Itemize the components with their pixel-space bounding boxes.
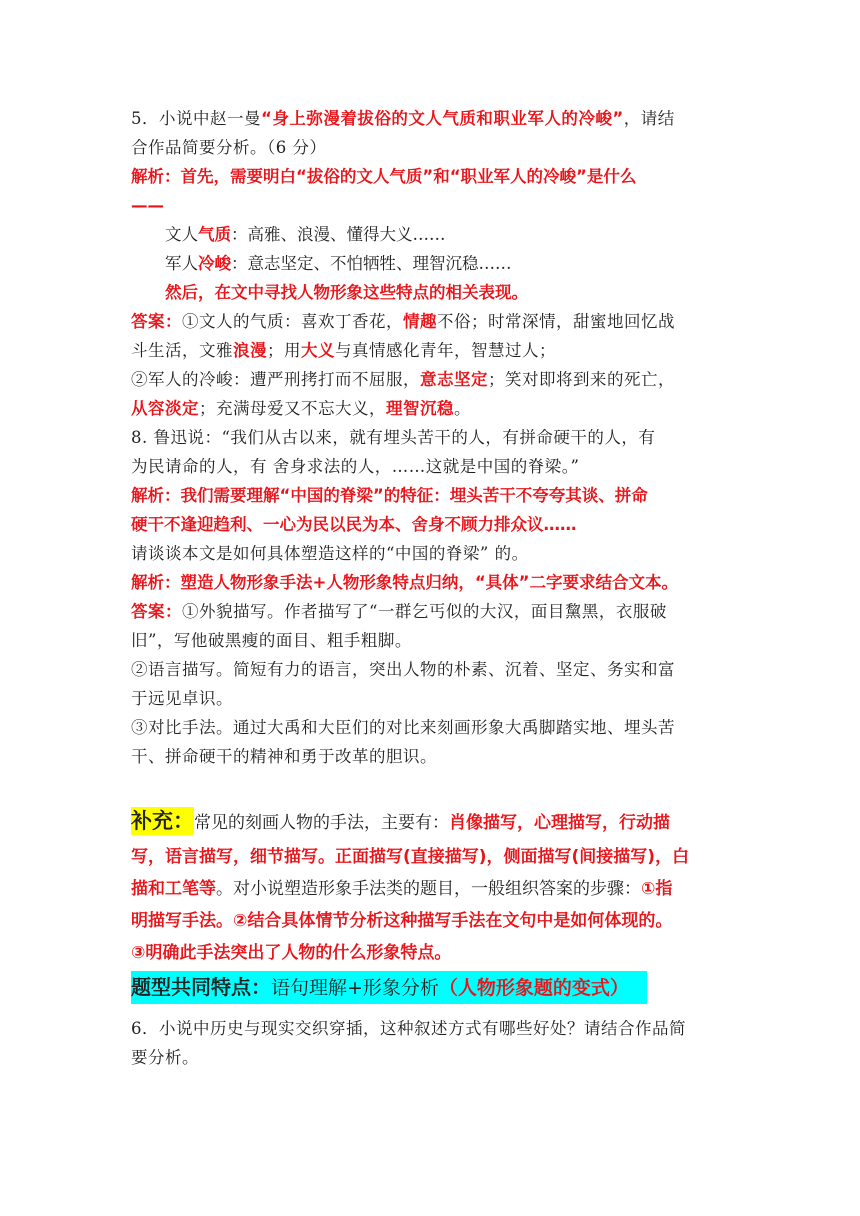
common-text: 语句理解+形象分析 — [271, 977, 439, 999]
q5-quote: “身上弥漫着拔俗的文人气质和职业军人的冷峻” — [261, 109, 624, 128]
question-5-line1 — [131, 104, 731, 133]
supplement-line2: 写，语言描写，细节描写。正面描写(直接描写)，侧面描写(间接描写)，白 — [131, 847, 690, 867]
analysis-2-line1: 解析：我们需要理解“中国的脊梁”的特征：埋头苦干不夸夸其谈、拼命 — [131, 486, 648, 505]
spacer — [131, 771, 731, 801]
answer-1-line2 — [131, 336, 731, 365]
wenren-b: 气质 — [198, 225, 231, 244]
supplement-line4: 明描写手法。②结合具体情节分析这种描写手法在文句中是如何体现的。 — [131, 911, 673, 931]
q5-suffix: ，请结 — [623, 109, 675, 128]
answer-1-l3a: ②军人的冷峻：遭严刑拷打而不屈服， — [131, 370, 420, 389]
wenren-c: ：高雅、浪漫、懂得大义…… — [231, 225, 446, 244]
answer-1-line4 — [131, 394, 731, 423]
junren-a: 军人 — [165, 254, 198, 273]
supplement-l3a: 描和工笔等 — [131, 879, 216, 899]
supplement-label: 补充： — [131, 809, 194, 833]
answer-1-l2e: 与真情感化青年，智慧过人； — [335, 341, 556, 360]
answer-2-line1 — [131, 597, 731, 626]
question-8-line2: 为民请命的人，有 舍身求法的人，……这就是中国的脊梁。” — [131, 457, 580, 476]
answer-1-line1 — [131, 307, 731, 336]
analysis-2-line2: 硬干不逢迎趋利、一心为民以民为本、舍身不顾力排众议…… — [131, 515, 577, 534]
answer-2-line5: ③对比手法。通过大禹和大臣们的对比来刻画形象大禹脚踏实地、埋头苦 — [131, 718, 675, 737]
junren-b: 冷峻 — [198, 254, 231, 273]
answer-1-l4a: 从容淡定 — [131, 399, 199, 418]
answer-1-l1b: 情趣 — [403, 312, 437, 331]
answer-1-l2c: ；用 — [267, 341, 301, 360]
question-8-line1: 8. 鲁迅说：“我们从古以来，就有埋头苦干的人，有拼命硬干的人，有 — [131, 428, 656, 447]
answer-1-l2d: 大义 — [301, 341, 335, 360]
wenren-a: 文人 — [165, 225, 198, 244]
answer-1-l4c: 理智沉稳 — [386, 399, 454, 418]
supplement-line5: ③明确此手法突出了人物的什么形象特点。 — [131, 943, 452, 963]
junren-c: ：意志坚定、不怕牺牲、理智沉稳…… — [231, 254, 512, 273]
supplement-line1 — [131, 801, 731, 841]
answer-2-line2: 旧”，写他破黑瘦的面目、粗手粗脚。 — [131, 631, 412, 650]
answer-2-line6: 干、拼命硬干的精神和勇于改革的胆识。 — [131, 747, 437, 766]
question-6-line1: 6．小说中历史与现实交织穿插，这种叙述方式有哪些好处？请结合作品简 — [131, 1019, 686, 1038]
document-body — [131, 104, 731, 1072]
answer-1-l3b: 意志坚定 — [420, 370, 488, 389]
then-line: 然后，在文中寻找人物形象这些特点的相关表现。 — [165, 283, 528, 302]
answer-2-line4: 于远见卓识。 — [131, 689, 233, 708]
common-label: 题型共同特点： — [131, 975, 271, 999]
supplement-l3b: 。对小说塑造形象手法类的题目，一般组织答案的步骤： — [216, 879, 641, 899]
supplement-line3 — [131, 873, 731, 905]
answer-2-l1: ①外貌描写。作者描写了“一群乞丐似的大汉，面目黧黑，衣服破 — [182, 602, 667, 621]
common-features-banner — [131, 971, 647, 1004]
supplement-l1a: 常见的刻画人物的手法，主要有： — [194, 813, 449, 833]
answer-1-l4b: ；充满母爱又不忘大义， — [199, 399, 386, 418]
common-note: （人物形象题的变式） — [438, 977, 629, 999]
answer-1-l3c: ；笑对即将到来的死亡， — [488, 370, 675, 389]
answer-1-l2b: 浪漫 — [233, 341, 267, 360]
wenren-traits — [131, 220, 731, 249]
junren-traits — [131, 249, 731, 278]
question-8-ask: 请谈谈本文是如何具体塑造这样的“中国的脊梁” 的。 — [131, 544, 529, 563]
spacer — [131, 1004, 731, 1014]
answer-1-label: 答案： — [131, 312, 182, 331]
answer-1-l2a: 斗生活，文雅 — [131, 341, 233, 360]
answer-1-line3 — [131, 365, 731, 394]
supplement-l3c: ①指 — [641, 879, 673, 899]
question-6-line2: 要分析。 — [131, 1048, 199, 1067]
answer-1-l1a: ①文人的气质：喜欢丁香花， — [182, 312, 403, 331]
analysis-1-line1: 解析：首先，需要明白“拔俗的文人气质”和“职业军人的冷峻”是什么 — [131, 167, 637, 186]
answer-2-label: 答案： — [131, 602, 182, 621]
answer-2-line3: ②语言描写。简短有力的语言，突出人物的朴素、沉着、坚定、务实和富 — [131, 660, 675, 679]
answer-1-l4d: 。 — [454, 399, 471, 418]
q5-prefix: 5．小说中赵一曼 — [131, 109, 261, 128]
analysis-1-line2: —— — [131, 196, 164, 215]
answer-1-l1c: 不俗；时常深情，甜蜜地回忆战 — [437, 312, 675, 331]
supplement-l1b: 肖像描写，心理描写，行动描 — [449, 813, 670, 833]
question-5-line2: 合作品简要分析。（6 分） — [131, 138, 327, 157]
analysis-3: 解析：塑造人物形象手法+人物形象特点归纳，“具体”二字要求结合文本。 — [131, 573, 679, 592]
